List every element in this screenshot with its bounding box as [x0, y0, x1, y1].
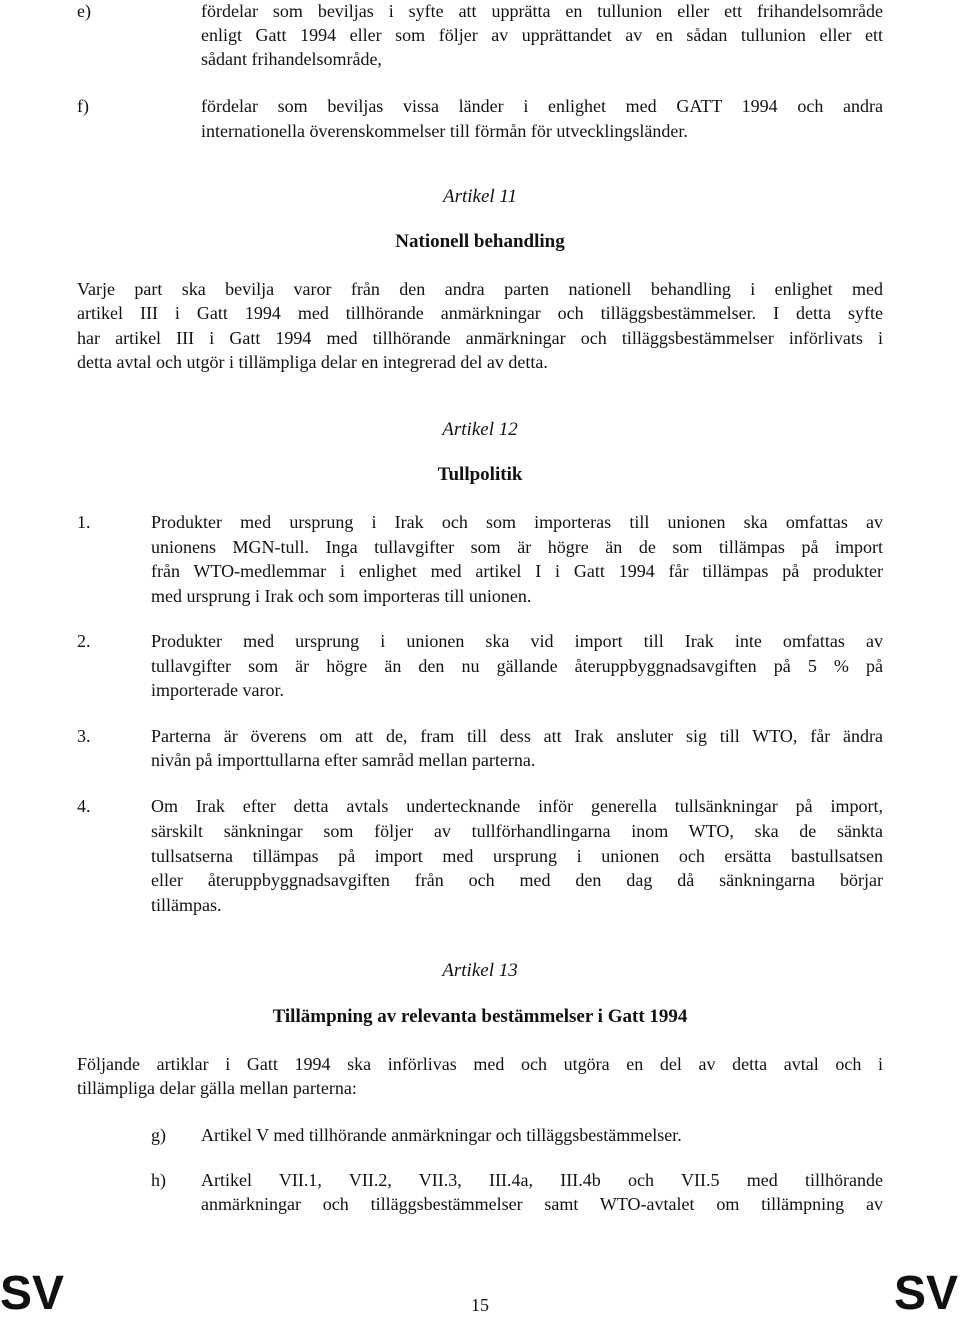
text-line: tullavgifter som är högre än den nu gällande återuppbyggnadsavgiften på 5 % på	[151, 656, 883, 676]
list-label: 4.	[77, 796, 91, 816]
text-line: Parterna är överens om att de, fram till dess att Irak ansluter sig till WTO, får ändra	[151, 726, 883, 746]
text-line: Produkter med ursprung i unionen ska vid import till Irak inte omfattas av	[151, 631, 883, 651]
text-line: tullsatserna tillämpas på import med ursprung i unionen och ersätta bastullsatsen	[151, 846, 883, 866]
list-label: 1.	[77, 512, 91, 532]
list-label: 3.	[77, 726, 91, 746]
list-label: h)	[151, 1170, 166, 1190]
language-code-right: SV	[893, 1267, 958, 1320]
text-line: enligt Gatt 1994 eller som följer av upprättandet av en sådan tullunion eller ett	[201, 25, 883, 45]
text-line: tillämpas.	[151, 895, 222, 915]
list-label: g)	[151, 1125, 166, 1145]
text-line: eller återuppbyggnadsavgiften från och med den dag då sänkningarna börjar	[151, 870, 883, 890]
text-line: fördelar som beviljas vissa länder i enlighet med GATT 1994 och andra	[201, 96, 883, 116]
text-line: med ursprung i Irak och som importeras till unionen.	[151, 586, 532, 606]
article-title: Artikel 12	[442, 419, 518, 440]
text-line: har artikel III i Gatt 1994 med tillhörande anmärkningar och tilläggsbestämmelser införlivats i	[77, 328, 883, 348]
text-line: detta avtal och utgör i tillämpliga delar en integrerad del av detta.	[77, 352, 548, 372]
text-line: internationella överenskommelser till förmån för utvecklingsländer.	[201, 121, 688, 141]
article-title: Artikel 13	[442, 960, 518, 981]
text-line: Produkter med ursprung i Irak och som importeras till unionen ska omfattas av	[151, 512, 883, 532]
text-line: importerade varor.	[151, 680, 284, 700]
text-line: artikel III i Gatt 1994 med tillhörande anmärkningar och tilläggsbestämmelser. I detta syfte	[77, 303, 883, 323]
text-line: anmärkningar och tilläggsbestämmelser samt WTO-avtalet om tillämpning av	[201, 1194, 883, 1214]
text-line: Artikel VII.1, VII.2, VII.3, III.4a, III.4b och VII.5 med tillhörande	[201, 1170, 883, 1190]
text-line: unionens MGN-tull. Inga tullavgifter som är högre än de som tillämpas på import	[151, 537, 883, 557]
list-label: 2.	[77, 631, 91, 651]
text-line: sådant frihandelsområde,	[201, 49, 382, 69]
page-number: 15	[471, 1295, 489, 1315]
text-line: Artikel V med tillhörande anmärkningar och tilläggsbestämmelser.	[201, 1125, 682, 1145]
text-line: från WTO-medlemmar i enlighet med artikel I i Gatt 1994 får tillämpas på produkter	[151, 561, 883, 581]
text-line: tillämpliga delar gälla mellan parterna:	[77, 1078, 357, 1098]
text-line: särskilt sänkningar som följer av tullförhandlingarna inom WTO, ska de sänkta	[151, 821, 883, 841]
article-heading: Tullpolitik	[437, 464, 523, 485]
list-label: f)	[77, 96, 89, 116]
text-line: Varje part ska bevilja varor från den andra parten nationell behandling i enlighet med	[77, 279, 883, 299]
text-line: nivån på importtullarna efter samråd mellan parterna.	[151, 750, 536, 770]
text-line: fördelar som beviljas i syfte att upprätta en tullunion eller ett frihandelsområde	[201, 1, 883, 21]
article-heading: Nationell behandling	[395, 231, 565, 252]
text-line: Om Irak efter detta avtals undertecknande inför generella tullsänkningar på import,	[151, 796, 883, 816]
language-code-left: SV	[0, 1267, 65, 1320]
article-heading: Tillämpning av relevanta bestämmelser i Gatt 1994	[272, 1006, 688, 1027]
text-line: Följande artiklar i Gatt 1994 ska införlivas med och utgöra en del av detta avtal och i	[77, 1054, 883, 1074]
list-label: e)	[77, 1, 91, 21]
article-title: Artikel 11	[442, 186, 518, 207]
